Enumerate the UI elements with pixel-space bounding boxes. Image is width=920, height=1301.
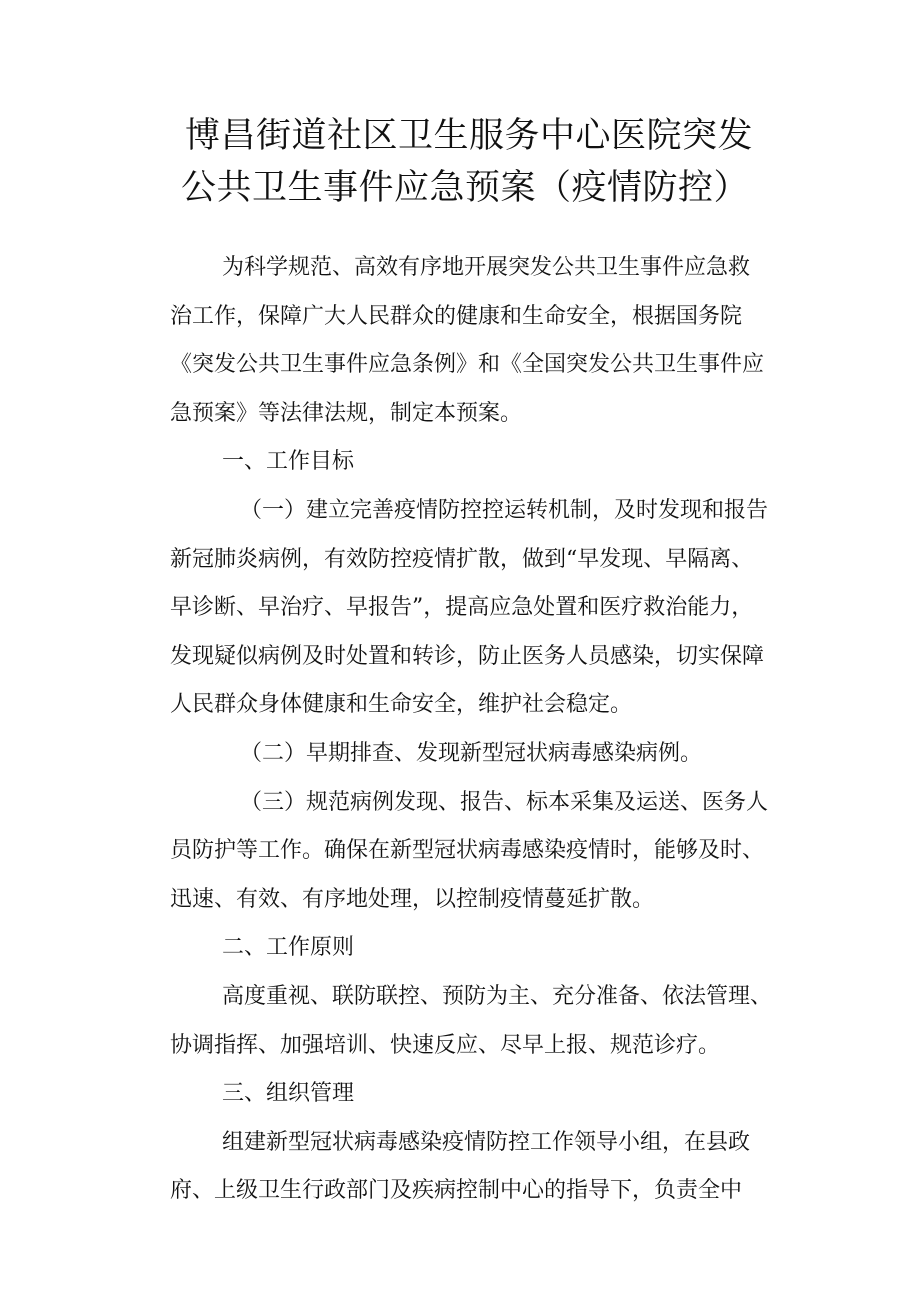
goal-1-line: 发现疑似病例及时处置和转诊，防止医务人员感染，切实保障 — [170, 643, 765, 669]
document-body — [170, 244, 773, 1216]
goal-1-line: （一）建立完善疫情防控控运转机制，及时发现和报告 — [240, 497, 769, 523]
organization-line: 组建新型冠状病毒感染疫情防控工作领导小组，在县政 — [222, 1129, 751, 1155]
goal-1-line: 人民群众身体健康和生命安全，维护社会稳定。 — [170, 692, 633, 718]
paragraph-intro-line: 《突发公共卫生事件应急条例》和《全国突发公共卫生事件应 — [170, 352, 765, 378]
goal-1-line: 新冠肺炎病例，有效防控疫情扩散，做到“早发现、早隔离、 — [170, 546, 754, 572]
section-heading-organization: 三、组织管理 — [222, 1081, 355, 1107]
paragraph-intro-line: 急预案》等法律法规，制定本预案。 — [170, 400, 523, 426]
paragraph-intro-line: 治工作，保障广大人民群众的健康和生命安全，根据国务院 — [170, 303, 743, 329]
document-title — [181, 110, 785, 214]
title-line-1: 博昌街道社区卫生服务中心医院突发 — [185, 116, 754, 156]
goal-3-line: 迅速、有效、有序地处理，以控制疫情蔓延扩散。 — [170, 886, 655, 912]
goal-3-line: （三）规范病例发现、报告、标本采集及运送、医务人 — [240, 789, 769, 815]
paragraph-intro-line: 为科学规范、高效有序地开展突发公共卫生事件应急救 — [222, 255, 751, 280]
organization-line: 府、上级卫生行政部门及疾病控制中心的指导下，负责全中 — [170, 1178, 743, 1204]
goal-2-line: （二）早期排查、发现新型冠状病毒感染病例。 — [240, 740, 703, 766]
goal-1-line: 早诊断、早治疗、早报告”，提高应急处置和医疗救治能力， — [170, 595, 754, 621]
principles-line: 高度重视、联防联控、预防为主、充分准备、依法管理、 — [222, 983, 773, 1009]
section-heading-work-principles: 二、工作原则 — [222, 935, 355, 961]
principles-line: 协调指挥、加强培训、快速反应、尽早上报、规范诊疗。 — [170, 1032, 721, 1058]
title-line-2: 公共卫生事件应急预案（疫情防控） — [181, 168, 750, 208]
goal-3-line: 员防护等工作。确保在新型冠状病毒感染疫情时，能够及时、 — [170, 838, 765, 864]
section-heading-work-goals: 一、工作目标 — [222, 449, 355, 475]
